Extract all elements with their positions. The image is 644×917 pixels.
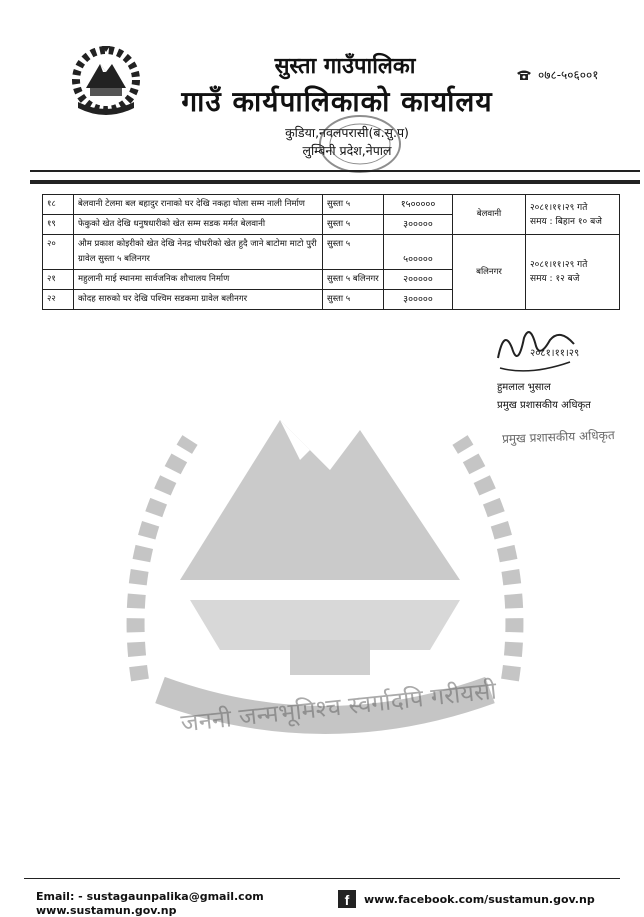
work-cell: महुलानी माई स्थानमा सार्वजनिक शौचालय निर्माण (74, 270, 323, 290)
office-name: गाउँ कार्यपालिकाको कार्यालय (181, 85, 493, 118)
work-cell: फेकुको खेत देखि धनुषधारीको खेत सम्म सडक मर्मत बेलवानी (74, 215, 323, 235)
header-rule-thin (30, 170, 640, 172)
schedule-cell (526, 235, 620, 310)
work-cell: औम प्रकाश कोइरीको खेत देखि नेनद्र चौधरीको खेत हुदै जाने बाटोमा माटो पुरी ग्रावेल सुस्ता ५ बलिनगर (74, 235, 323, 270)
table-row (43, 195, 620, 215)
address-line-2: लुम्बिनी प्रदेश,नेपाल (302, 143, 392, 158)
ward-cell: सुस्ता ५ (323, 195, 384, 215)
works-table (42, 194, 620, 310)
signatory-designation: प्रमुख प्रशासकीय अधिकृत (497, 400, 591, 411)
address-line-1: कुडिया,नवलपरासी(ब.सु.प) (285, 125, 409, 140)
signature-date: २०८१।११।२९ (530, 348, 580, 359)
facebook-icon: f (338, 890, 356, 908)
watermark-motto: जननी जन्मभूमिश्च स्वर्गादपि गरीयसी (179, 676, 498, 738)
footer-email[interactable]: Email: - sustagaunpalika@gmail.com (36, 890, 264, 903)
phone-number (516, 66, 599, 83)
phone-text: ०७८-५०६००१ (538, 68, 599, 82)
amount-cell: ३००००० (384, 290, 453, 310)
place-cell: बलिनगर (453, 235, 526, 310)
facebook-link[interactable]: www.facebook.com/sustamun.gov.np (364, 892, 595, 906)
sn-cell: १८ (43, 195, 74, 215)
ward-cell: सुस्ता ५ बलिनगर (323, 270, 384, 290)
ward-cell: सुस्ता ५ (323, 235, 384, 270)
footer-website[interactable]: www.sustamun.gov.np (36, 904, 177, 917)
sn-cell: २० (43, 235, 74, 270)
footer-rule (24, 878, 620, 879)
table-row (43, 235, 620, 270)
ward-cell: सुस्ता ५ (323, 290, 384, 310)
work-cell: बेलवानी टेलमा बल बहादुर रानाको घर देखि नकहा घोला सम्म नाली निर्माण (74, 195, 323, 215)
schedule-cell (526, 195, 620, 235)
amount-cell: ५००००० (384, 235, 453, 270)
amount-cell: ३००००० (384, 215, 453, 235)
schedule-time: समय : १२ बजे (530, 274, 580, 284)
ward-cell: सुस्ता ५ (323, 215, 384, 235)
signatory-name: हुमलाल भुसाल (497, 382, 551, 393)
schedule-date: २०८१।११।२९ गते (530, 202, 588, 213)
sn-cell: २१ (43, 270, 74, 290)
sn-cell: १९ (43, 215, 74, 235)
municipality-name: सुस्ता गाउँपालिका (274, 53, 416, 79)
schedule-time: समय : बिहान १० बजे (530, 216, 602, 227)
header-rule-thick (30, 180, 640, 184)
signature (490, 318, 582, 380)
sn-cell: २२ (43, 290, 74, 310)
footer-facebook[interactable] (338, 890, 595, 908)
designation-stamp: प्रमुख प्रशासकीय अधिकृत (501, 428, 615, 446)
amount-cell: १५००००० (384, 195, 453, 215)
amount-cell: २००००० (384, 270, 453, 290)
work-cell: कोदह सारुको घर देखि पश्चिम सडकमा ग्रावेल बलीनगर (74, 290, 323, 310)
schedule-date: २०८१।११।२९ गते (530, 260, 588, 270)
place-cell: बेलवानी (453, 195, 526, 235)
telephone-icon (516, 69, 532, 81)
